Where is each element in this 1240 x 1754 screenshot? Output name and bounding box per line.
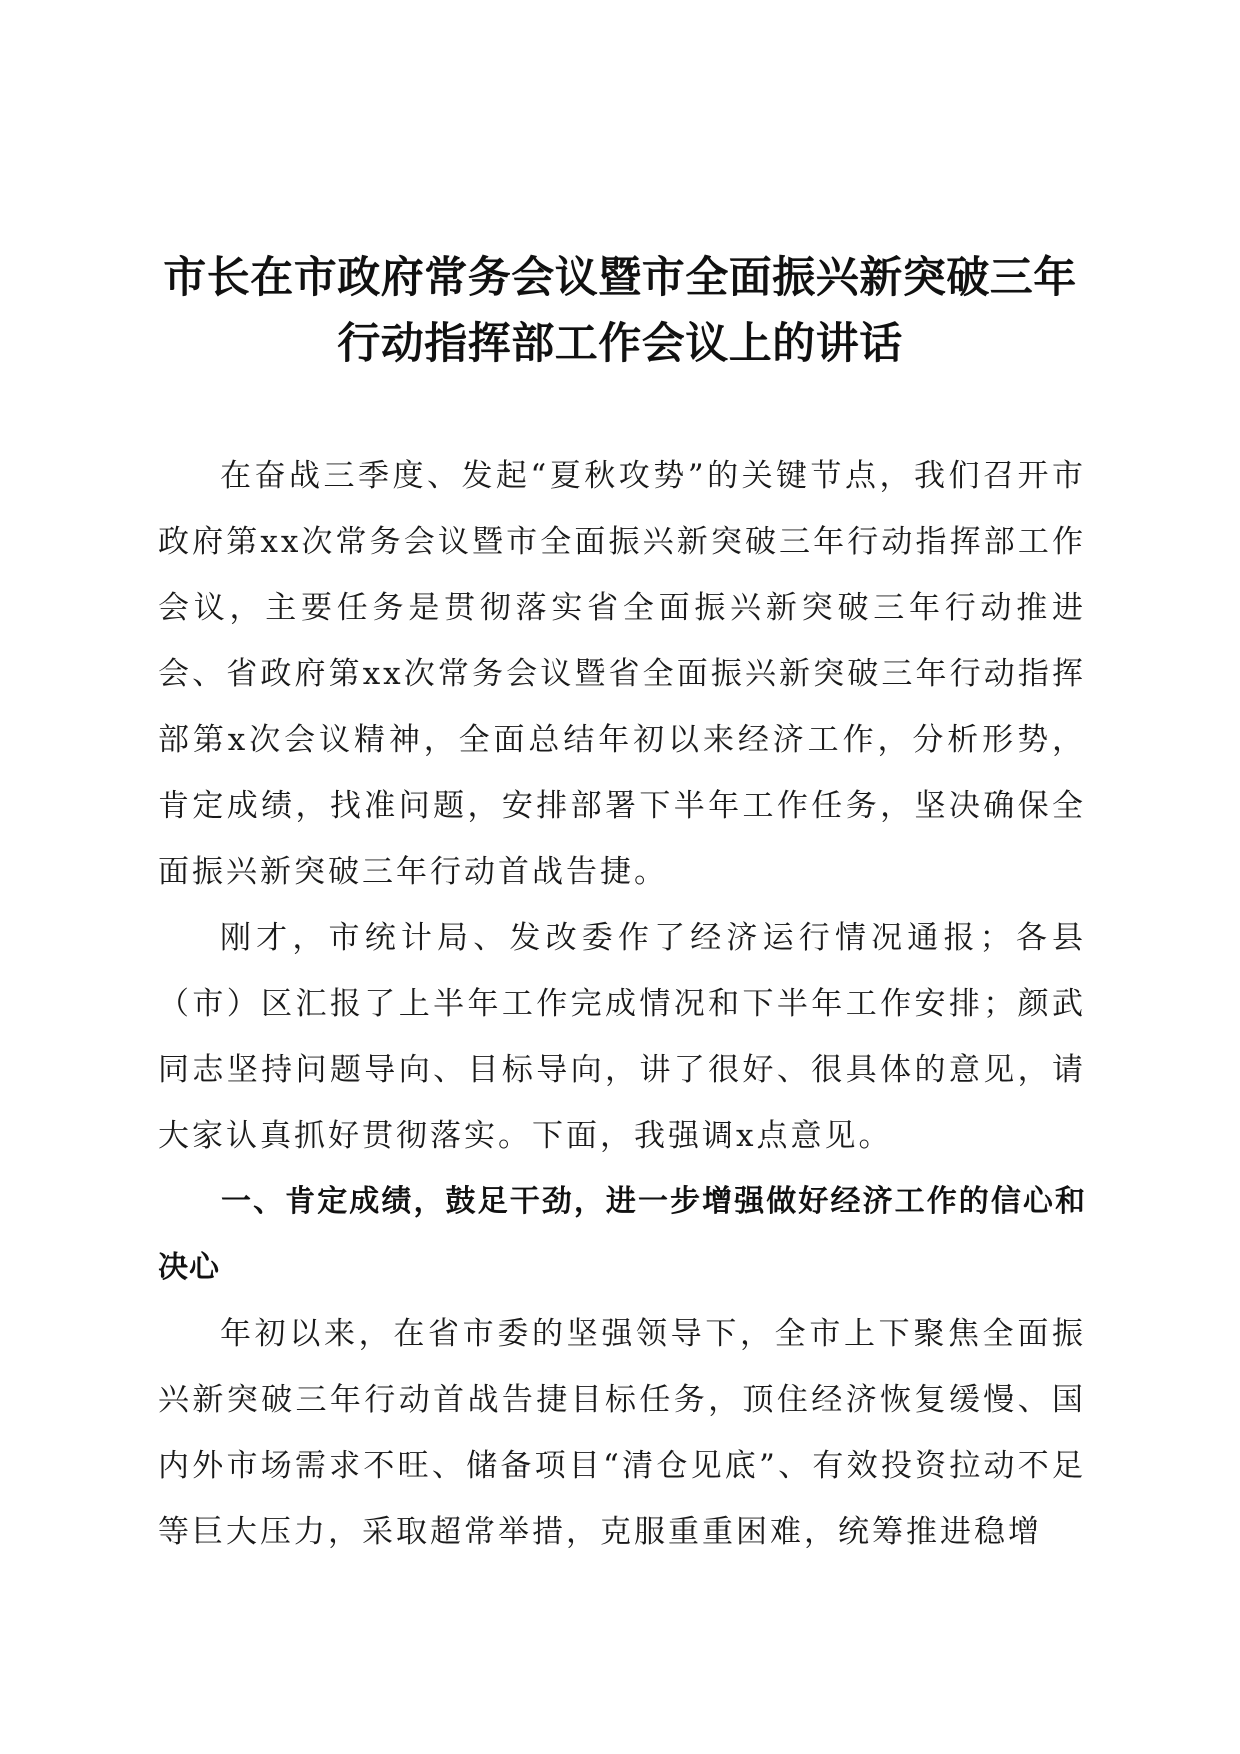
document-title: 市长在市政府常务会议暨市全面振兴新突破三年行动指挥部工作会议上的讲话 xyxy=(163,253,1077,369)
body-paragraph: 年初以来，在省市委的坚强领导下，全市上下聚焦全面振兴新突破三年行动首战告捷目标任务，顶住经济恢复缓慢、国内外市场需求不旺、储备项目“清仓见底”、有效投资拉动不足等巨大压力，采取超常举措，克服重重困难，统筹推进稳增 xyxy=(158,1316,1086,1550)
section-heading: 一、肯定成绩，鼓足干劲，进一步增强做好经济工作的信心和决心 xyxy=(158,1184,1086,1285)
document-body xyxy=(158,443,1086,1565)
body-paragraph: 在奋战三季度、发起“夏秋攻势”的关键节点，我们召开市政府第xx次常务会议暨市全面振兴新突破三年行动指挥部工作会议，主要任务是贯彻落实省全面振兴新突破三年行动推进会、省政府第xx次常务会议暨省全面振兴新突破三年行动指挥部第x次会议精神，全面总结年初以来经济工作，分析形势，肯定成绩，找准问题，安排部署下半年工作任务，坚决确保全面振兴新突破三年行动首战告捷。 xyxy=(158,458,1086,890)
body-paragraph: 刚才，市统计局、发改委作了经济运行情况通报；各县（市）区汇报了上半年工作完成情况和下半年工作安排；颜武同志坚持问题导向、目标导向，讲了很好、很具体的意见，请大家认真抓好贯彻落实。下面，我强调x点意见。 xyxy=(158,920,1086,1154)
